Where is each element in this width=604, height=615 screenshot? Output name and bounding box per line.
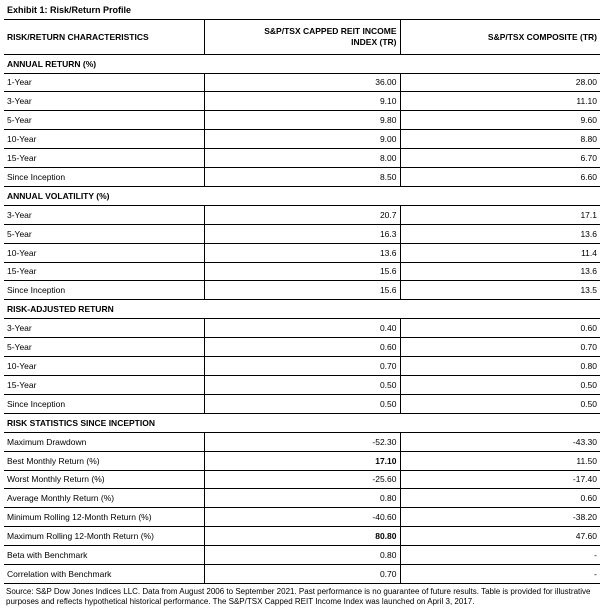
reit-value: 17.10 [204,451,400,470]
table-row [4,470,600,489]
row-label: Since Inception [4,394,204,413]
reit-value: 15.6 [204,281,400,300]
composite-value: 11.10 [400,92,600,111]
table-row [4,546,600,565]
reit-value: 8.00 [204,149,400,168]
table-body [4,54,600,583]
table-row [4,357,600,376]
composite-value: 28.00 [400,73,600,92]
reit-value: 9.00 [204,130,400,149]
reit-value: 0.40 [204,319,400,338]
composite-value: - [400,564,600,583]
section-header-row [4,300,600,319]
header-characteristics: RISK/RETURN CHARACTERISTICS [7,31,149,42]
row-label: 3-Year [4,319,204,338]
table-row [4,224,600,243]
reit-value: -40.60 [204,508,400,527]
reit-value: 0.60 [204,338,400,357]
reit-value: -25.60 [204,470,400,489]
row-label: 1-Year [4,73,204,92]
table-row [4,281,600,300]
table-row [4,130,600,149]
reit-value: 0.70 [204,357,400,376]
table-row [4,92,600,111]
table-row [4,489,600,508]
composite-value: 11.4 [400,243,600,262]
reit-value: 80.80 [204,527,400,546]
reit-value: 9.10 [204,92,400,111]
table-row [4,319,600,338]
composite-value: - [400,546,600,565]
header-reit-index [204,20,400,54]
row-label: Maximum Rolling 12-Month Return (%) [4,527,204,546]
table-row [4,508,600,527]
header-reit-line2: INDEX (TR) [351,36,397,47]
composite-value: 6.60 [400,167,600,186]
composite-value: 0.50 [400,394,600,413]
section-header-row [4,54,600,73]
reit-value: 20.7 [204,205,400,224]
row-label: Best Monthly Return (%) [4,451,204,470]
table-row [4,167,600,186]
row-label: 15-Year [4,375,204,394]
reit-value: 13.6 [204,243,400,262]
exhibit-title: Exhibit 1: Risk/Return Profile [4,0,600,20]
composite-value: 47.60 [400,527,600,546]
composite-value: 0.70 [400,338,600,357]
table-header-row [4,20,600,54]
reit-value: -52.30 [204,432,400,451]
table-row [4,262,600,281]
row-label: 10-Year [4,357,204,376]
table-row [4,111,600,130]
composite-value: 6.70 [400,149,600,168]
table-row [4,527,600,546]
exhibit-panel [4,0,600,607]
section-header-row [4,413,600,432]
section-title: RISK STATISTICS SINCE INCEPTION [4,413,600,432]
header-reit-line1: S&P/TSX CAPPED REIT INCOME [264,25,397,36]
table-row [4,432,600,451]
section-title: RISK-ADJUSTED RETURN [4,300,600,319]
header-composite: S&P/TSX COMPOSITE (TR) [400,20,600,54]
composite-value: 9.60 [400,111,600,130]
composite-value: 0.50 [400,375,600,394]
row-label: 5-Year [4,111,204,130]
table-row [4,338,600,357]
reit-value: 8.50 [204,167,400,186]
reit-value: 36.00 [204,73,400,92]
table-row [4,243,600,262]
reit-value: 0.80 [204,489,400,508]
row-label: 3-Year [4,92,204,111]
source-footnote: Source: S&P Dow Jones Indices LLC. Data from August 2006 to September 2021. Past performance is no guarantee of future results. Table is provided for illustrative purposes and reflects hypothetical historical performance. The S&P/TSX Capped REIT Income Index was launched on April 3, 2017. [4,583,600,607]
risk-return-table [4,20,600,584]
table-row [4,375,600,394]
table-row [4,451,600,470]
composite-value: 17.1 [400,205,600,224]
row-label: 15-Year [4,149,204,168]
reit-value: 0.50 [204,375,400,394]
table-row [4,564,600,583]
composite-value: 11.50 [400,451,600,470]
reit-value: 16.3 [204,224,400,243]
row-label: Since Inception [4,281,204,300]
row-label: 5-Year [4,338,204,357]
composite-value: 0.80 [400,357,600,376]
reit-value: 0.80 [204,546,400,565]
row-label: Minimum Rolling 12-Month Return (%) [4,508,204,527]
row-label: Maximum Drawdown [4,432,204,451]
row-label: 15-Year [4,262,204,281]
table-row [4,205,600,224]
row-label: Average Monthly Return (%) [4,489,204,508]
composite-value: -17.40 [400,470,600,489]
table-row [4,73,600,92]
row-label: Beta with Benchmark [4,546,204,565]
section-title: ANNUAL VOLATILITY (%) [4,186,600,205]
row-label: Correlation with Benchmark [4,564,204,583]
composite-value: 13.6 [400,224,600,243]
table-row [4,394,600,413]
table-row [4,149,600,168]
reit-value: 15.6 [204,262,400,281]
row-label: Worst Monthly Return (%) [4,470,204,489]
composite-value: 0.60 [400,489,600,508]
row-label: Since Inception [4,167,204,186]
row-label: 3-Year [4,205,204,224]
composite-value: 13.6 [400,262,600,281]
reit-value: 0.70 [204,564,400,583]
composite-value: 13.5 [400,281,600,300]
row-label: 5-Year [4,224,204,243]
row-label: 10-Year [4,243,204,262]
row-label: 10-Year [4,130,204,149]
composite-value: -43.30 [400,432,600,451]
composite-value: 8.80 [400,130,600,149]
reit-value: 9.80 [204,111,400,130]
section-title: ANNUAL RETURN (%) [4,54,600,73]
reit-value: 0.50 [204,394,400,413]
composite-value: -38.20 [400,508,600,527]
section-header-row [4,186,600,205]
composite-value: 0.60 [400,319,600,338]
